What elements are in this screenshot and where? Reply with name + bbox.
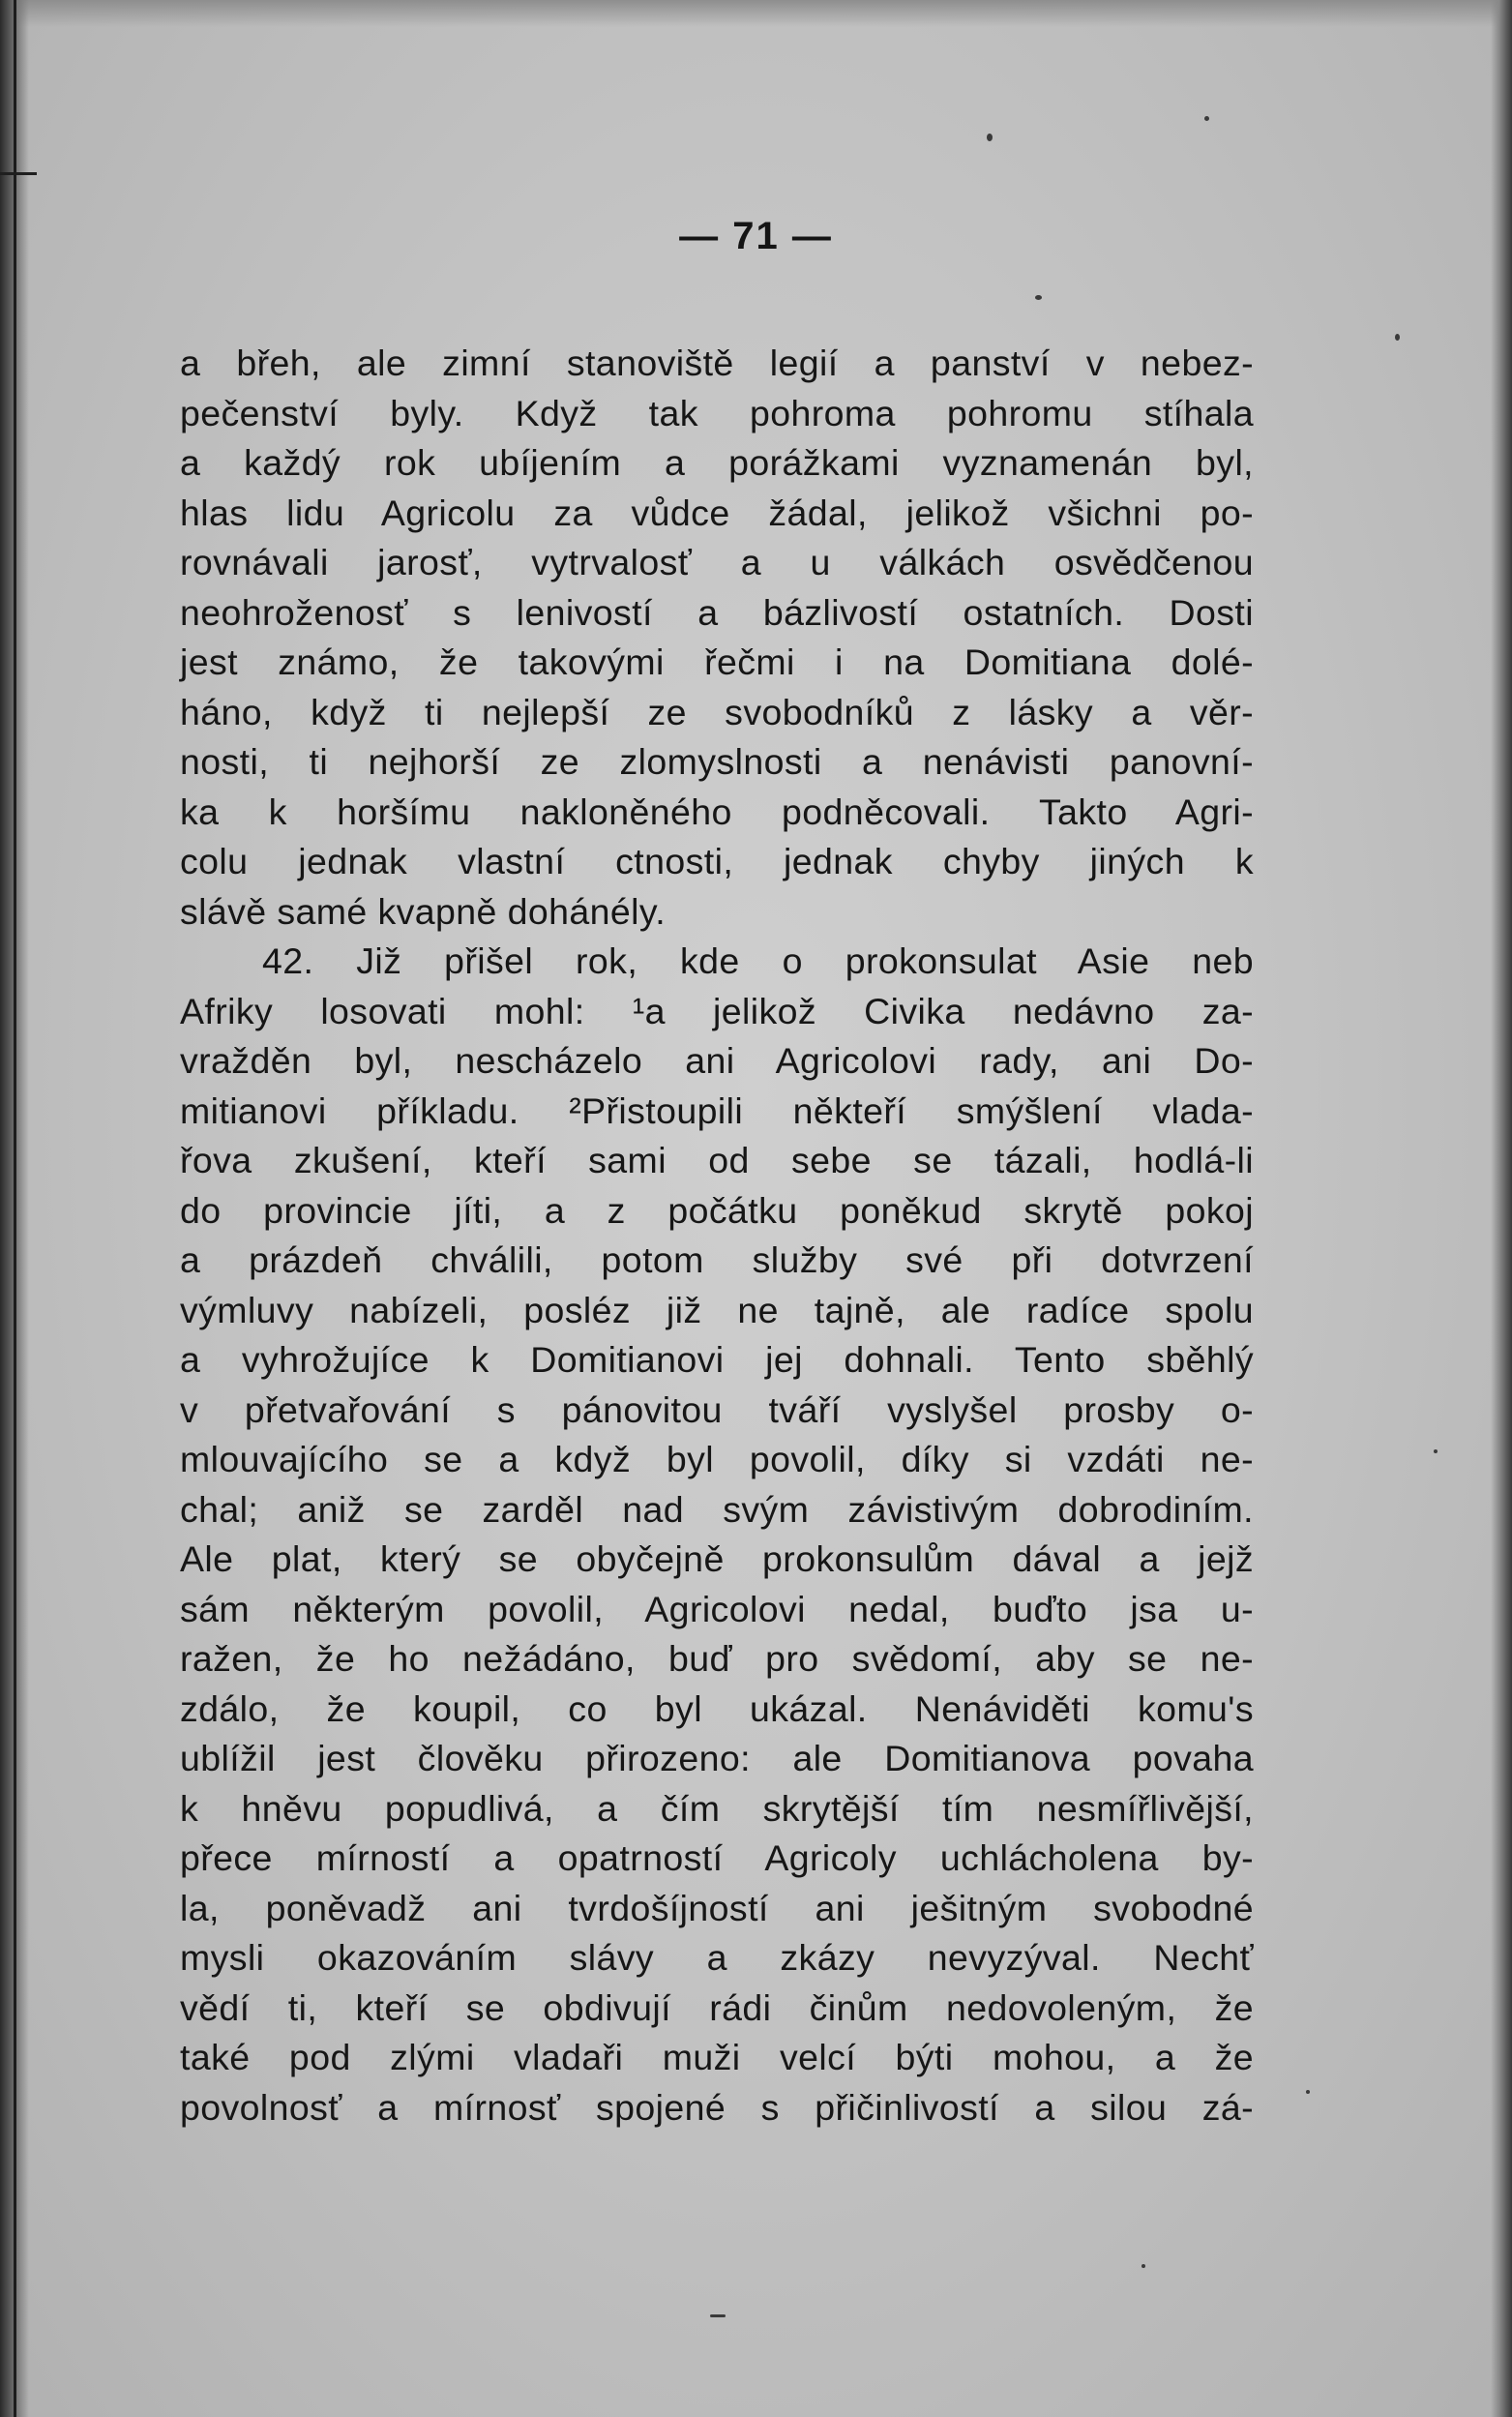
text-line: v přetvařování s pánovitou tváří vyslyšel prosby o- xyxy=(180,1388,1254,1430)
text-line: hlas lidu Agricolu za vůdce žádal, jelikož všichni po- xyxy=(180,492,1254,533)
text-line: a každý rok ubíjením a porážkami vyznamenán byl, xyxy=(180,442,1254,483)
text-line: povolnosť a mírnosť spojené s přičinlivostí a silou zá- xyxy=(180,2086,1254,2128)
text-line: také pod zlými vladaři muži velcí býti mohou, a že xyxy=(180,2037,1254,2077)
binding-tick-mark xyxy=(0,172,37,175)
text-line: pečenství byly. Když tak pohroma pohromu stíhala xyxy=(180,392,1254,433)
text-line: mysli okazováním slávy a zkázy nevyzýval. Nechť xyxy=(180,1937,1254,1978)
text-line: výmluvy nabízeli, posléz již ne tajně, ale radíce spolu xyxy=(180,1289,1254,1330)
scan-speck xyxy=(710,2314,726,2317)
scan-speck xyxy=(1141,2264,1145,2268)
text-line: Ale plat, který se obyčejně prokonsulům dával a jejž xyxy=(180,1538,1254,1579)
text-line: háno, když ti nejlepší ze svobodníků z lásky a věr- xyxy=(180,691,1254,732)
text-line: vědí ti, kteří se obdivují rádi činům nedovoleným, že xyxy=(180,1986,1254,2028)
paragraph-start-line: 42. Již přišel rok, kde o prokonsulat Asie neb xyxy=(262,940,1254,981)
scan-speck xyxy=(1204,116,1209,121)
text-line: sám některým povolil, Agricolovi nedal, buďto jsa u- xyxy=(180,1588,1254,1629)
scan-speck xyxy=(1035,295,1042,300)
text-line: chal; aniž se zarděl nad svým závistivým dobrodiním. xyxy=(180,1488,1254,1530)
page-number: — 71 — xyxy=(679,215,833,257)
text-line: a vyhrožujíce k Domitianovi jej dohnali. Tento sběhlý xyxy=(180,1339,1254,1380)
page-binding-line xyxy=(14,0,16,2417)
text-line: zdálo, že koupil, co byl ukázal. Nenáviděti komu's xyxy=(180,1687,1254,1729)
body-text xyxy=(180,339,1254,2133)
text-line: ka k horšímu nakloněného podněcovali. Takto Agri- xyxy=(180,791,1254,832)
text-line: k hněvu popudlivá, a čím skrytější tím nesmířlivější, xyxy=(180,1787,1254,1829)
text-line: neohroženosť s lenivostí a bázlivostí ostatních. Dosti xyxy=(180,591,1254,633)
text-line: mlouvajícího se a když byl povolil, díky si vzdáti ne- xyxy=(180,1439,1254,1479)
scan-speck xyxy=(1434,1449,1438,1453)
page-right-edge-shadow xyxy=(1491,0,1512,2417)
text-line: ražen, že ho nežádáno, buď pro svědomí, aby se ne- xyxy=(180,1638,1254,1679)
text-line: slávě samé kvapně dohánély. xyxy=(180,890,667,932)
scan-speck xyxy=(1306,2090,1310,2094)
scan-speck xyxy=(1395,334,1400,341)
text-line: řova zkušení, kteří sami od sebe se tázali, hodlá-li xyxy=(180,1140,1254,1180)
text-line: přece mírností a opatrností Agricoly uchlácholena by- xyxy=(180,1837,1254,1878)
text-line: nosti, ti nejhorší ze zlomyslnosti a nenávisti panovní- xyxy=(180,741,1254,782)
text-line: mitianovi příkladu. ²Přistoupili někteří smýšlení vlada- xyxy=(180,1089,1254,1131)
text-line: ublížil jest člověku přirozeno: ale Domitianova povaha xyxy=(180,1738,1254,1778)
text-line: rovnávali jarosť, vytrvalosť a u válkách osvědčenou xyxy=(180,542,1254,582)
text-line: do provincie jíti, a z počátku poněkud skrytě pokoj xyxy=(180,1189,1254,1231)
scan-speck xyxy=(987,134,993,141)
text-line: vražděn byl, nescházelo ani Agricolovi rady, ani Do- xyxy=(180,1040,1254,1081)
text-line: jest známo, že takovými řečmi i na Domitiana dolé- xyxy=(180,642,1254,682)
text-line: a prázdeň chválili, potom služby své při dotvrzení xyxy=(180,1239,1254,1280)
text-line: a břeh, ale zimní stanoviště legií a panství v nebez- xyxy=(180,343,1254,383)
text-line: Afriky losovati mohl: ¹a jelikož Civika nedávno za- xyxy=(180,990,1254,1031)
text-line: colu jednak vlastní ctnosti, jednak chyby jiných k xyxy=(180,841,1254,881)
page-top-shadow xyxy=(0,0,1512,27)
text-line: la, poněvadž ani tvrdošíjností ani ješitným svobodné xyxy=(180,1887,1254,1928)
